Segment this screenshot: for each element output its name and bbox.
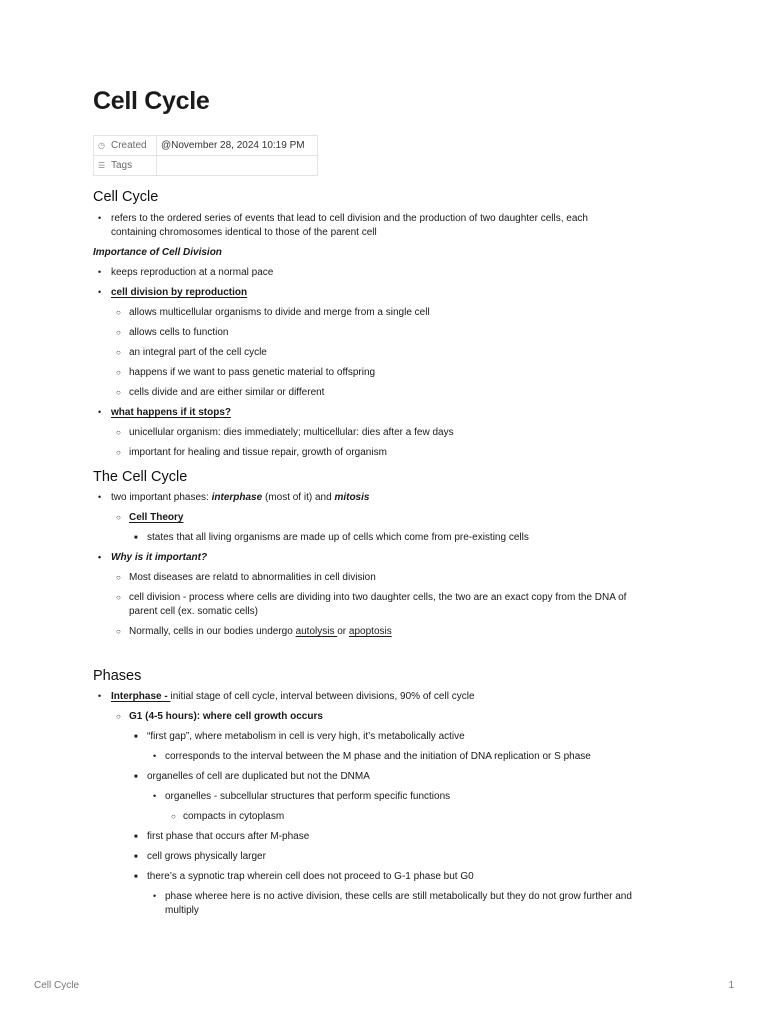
list-item: ○ Most diseases are relatd to abnormalities in cell division xyxy=(116,572,376,583)
cell-division-link[interactable]: cell division by reproduction xyxy=(111,287,248,298)
list-item: • Why is it important? xyxy=(93,551,683,565)
list-item: ■ states that all living organisms are made up of cells which come from pre-existing cells xyxy=(134,532,529,543)
list-item: ○ allows multicellular organisms to divide and merge from a single cell xyxy=(116,307,430,318)
list-item: • organelles - subcellular structures that perform specific functions xyxy=(93,790,683,804)
list-item: • keeps reproduction at a normal pace xyxy=(93,266,683,280)
section-heading: Cell Cycle xyxy=(93,189,159,205)
list-item-continuation: multiply xyxy=(165,905,199,916)
interphase-link[interactable]: Interphase - xyxy=(111,691,171,702)
list-item-continuation: containing chromosomes identical to those of the parent cell xyxy=(111,227,377,238)
list-item xyxy=(93,286,683,300)
list-item: • refers to the ordered series of events that lead to cell division and the production of two daughter cells, each xyxy=(93,212,683,226)
property-row-created xyxy=(94,136,318,156)
property-row-tags xyxy=(94,156,318,176)
tags-label: Tags xyxy=(111,159,133,171)
list-item xyxy=(93,406,683,420)
list-item: ■ there’s a sypnotic trap wherein cell does not proceed to G-1 phase but G0 xyxy=(134,871,474,882)
section-phases xyxy=(93,666,683,918)
clock-icon: ◷ xyxy=(98,140,105,150)
list-item: ■ cell grows physically larger xyxy=(134,851,266,862)
section-heading: Phases xyxy=(93,668,142,684)
list-item: ○ unicellular organism: dies immediately; multicellular: dies after a few days xyxy=(116,427,454,438)
list-item-continuation: parent cell (ex. somatic cells) xyxy=(129,606,258,617)
list-item: • two important phases: interphase (most of it) and mitosis xyxy=(93,491,683,505)
cell-theory-link[interactable]: Cell Theory xyxy=(129,512,184,523)
list-item: • phase wheree here is no active division, these cells are still metabolically but they do not grow further and xyxy=(93,890,683,904)
list-item: ○ allows cells to function xyxy=(116,327,229,338)
created-label: Created xyxy=(111,139,147,151)
section-cell-cycle xyxy=(93,187,683,460)
properties-table xyxy=(93,135,318,176)
list-item: ○ G1 (4-5 hours): where cell growth occurs xyxy=(116,711,323,722)
list-item: • corresponds to the interval between the M phase and the initiation of DNA replication or S phase xyxy=(93,750,683,764)
importance-heading: Importance of Cell Division xyxy=(93,247,222,258)
page-title: Cell Cycle xyxy=(93,87,210,115)
list-item: ○ an integral part of the cell cycle xyxy=(116,347,267,358)
created-value[interactable]: @November 28, 2024 10:19 PM xyxy=(157,136,318,156)
section-heading: The Cell Cycle xyxy=(93,469,188,485)
list-icon: ☰ xyxy=(98,160,106,170)
list-item: ○ cells divide and are either similar or different xyxy=(116,387,325,398)
list-item: ○ compacts in cytoplasm xyxy=(171,811,285,822)
list-item: • Interphase - initial stage of cell cycle, interval between divisions, 90% of cell cycle xyxy=(93,690,683,704)
apoptosis-link[interactable]: apoptosis xyxy=(348,626,392,637)
list-item: ■ first phase that occurs after M-phase xyxy=(134,831,310,842)
section-the-cell-cycle xyxy=(93,467,683,639)
footer-document-title: Cell Cycle xyxy=(34,980,80,991)
footer-page-number: 1 xyxy=(728,980,734,991)
tags-value[interactable] xyxy=(157,156,318,176)
autolysis-link[interactable]: autolysis xyxy=(295,626,338,637)
list-item: ○ Cell Theory xyxy=(116,512,184,523)
what-happens-link[interactable]: what happens if it stops? xyxy=(111,407,232,418)
list-item: ■ organelles of cell are duplicated but not the DNMA xyxy=(134,771,370,782)
list-item: ○ Normally, cells in our bodies undergo autolysis or apoptosis xyxy=(116,626,392,637)
list-item: ○ happens if we want to pass genetic material to offspring xyxy=(116,367,376,378)
list-item: ○ cell division - process where cells are dividing into two daughter cells, the two are an exact copy from the DNA of xyxy=(116,592,627,603)
list-item: ○ important for healing and tissue repair, growth of organism xyxy=(116,447,387,458)
list-item: ■ “first gap”, where metabolism in cell is very high, it’s metabolically active xyxy=(134,731,465,742)
